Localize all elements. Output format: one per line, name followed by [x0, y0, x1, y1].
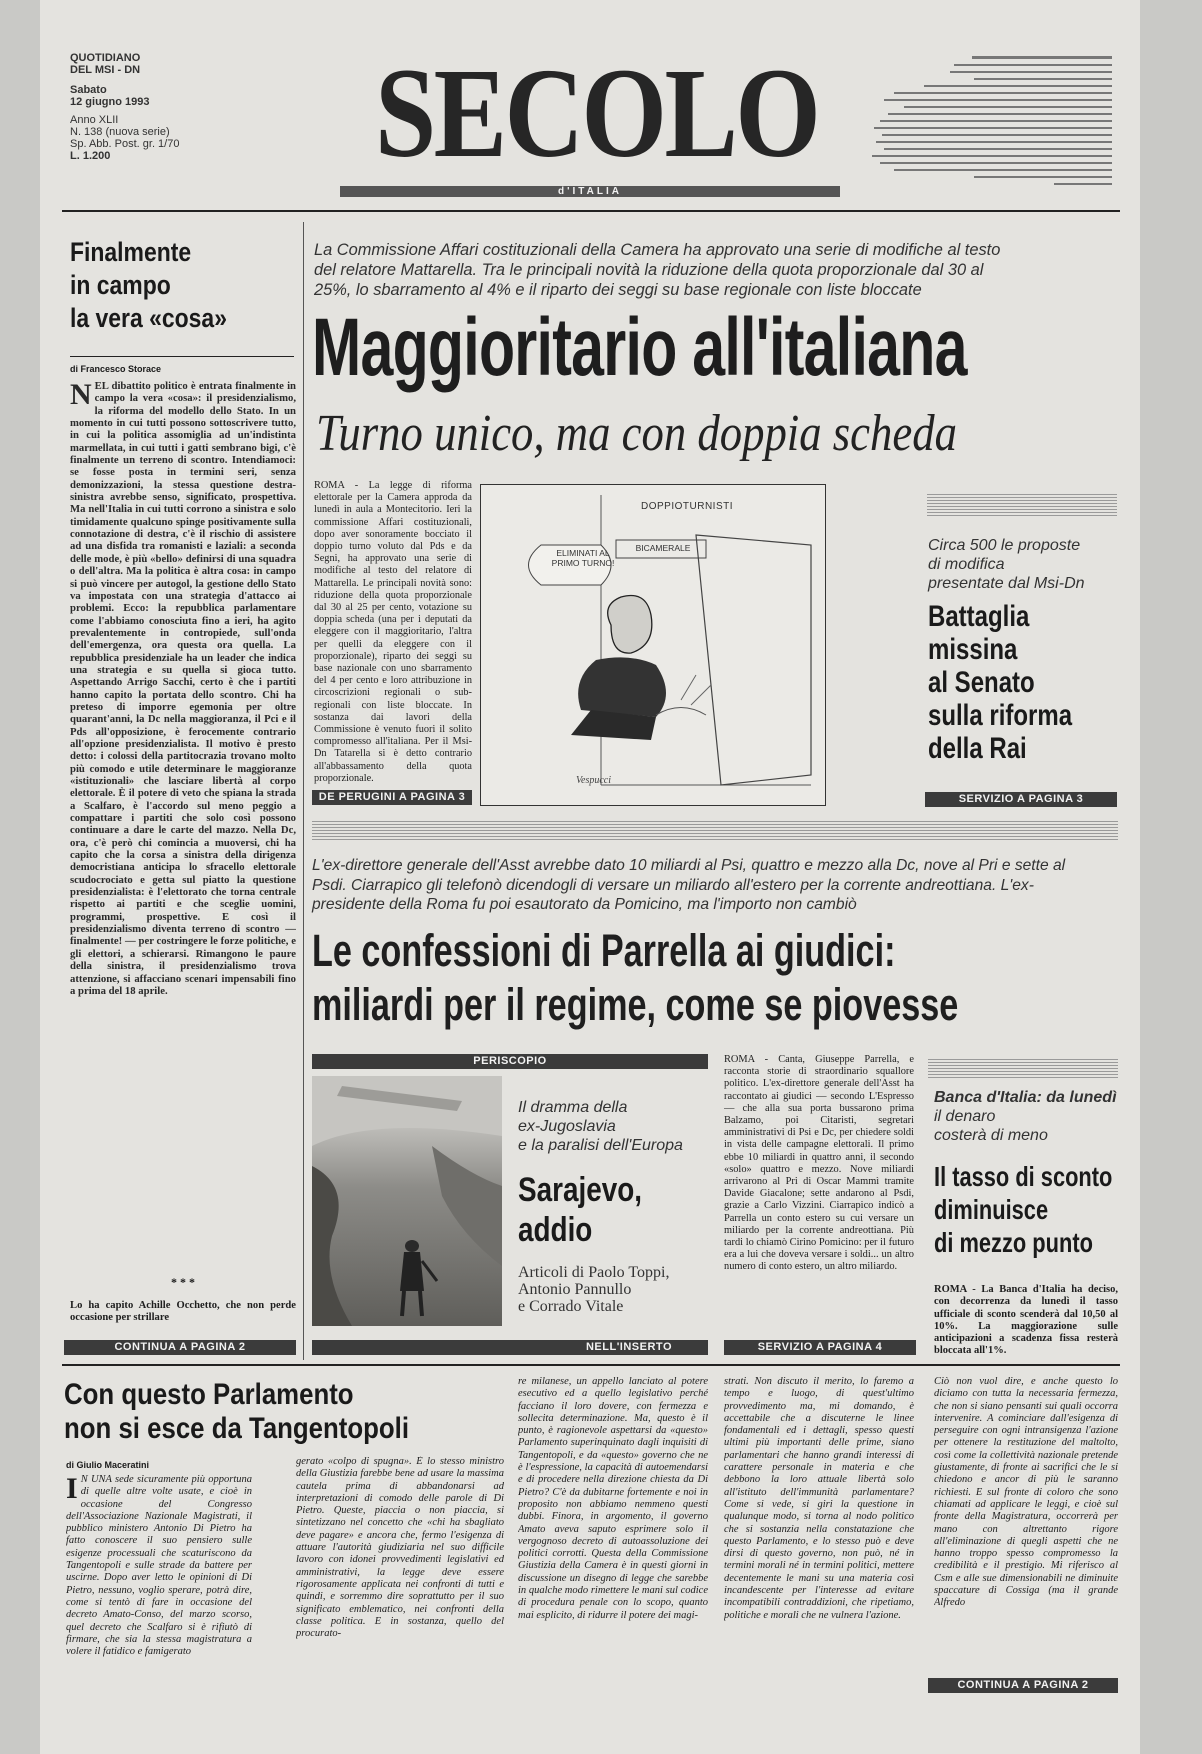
editorial-continue-link[interactable] — [64, 1340, 296, 1355]
banca-kicker — [934, 1088, 1118, 1145]
parrella-continue-label: SERVIZIO A PAGINA 4 — [757, 1341, 883, 1353]
lower-rule — [62, 1364, 1120, 1366]
masthead-date: 12 giugno 1993 — [70, 96, 150, 108]
cartoon — [480, 484, 826, 806]
banca-headline-line-2: diminuisce — [934, 1194, 1049, 1225]
masthead-subtitle-bar — [340, 186, 840, 197]
periscopio-kicker-line-3: e la paralisi dell'Europa — [518, 1137, 683, 1154]
tangentopoli-col-5: Ciò non vuol dire, e anche questo lo diciamo con tutta la necessaria fermezza, che non si siano pensanti sui quali occorra intervenire. A cominciare dall'esigenza di perseguire con ogni intransigenza l'azione per ottenere la restituzione del maltolto, così come la collettività nazionale pretende giustamente, di fronte ai sacrifici che le si chiedono e ancor di più le saranno richiesti. E sul fronte di coloro che sono chiamati ad applicare le leggi, e cioè sul fronte della Magistratura, occorrerà per mano con altrettanto rigore all'eliminazione di quegli aspetti che ne hanno troppo spesso compromesso la credibilità e il prestigio. Mi riferisco al Csm e alle sue dimensionabili ne diminuite spaccature di Cossiga (ma il grande Alfredo — [934, 1376, 1118, 1609]
masthead-left-line-1: QUOTIDIANO — [70, 52, 141, 64]
banca-kicker-line-3: costerà di meno — [934, 1127, 1048, 1144]
editorial-headline-line-3: la vera «cosa» — [70, 303, 227, 333]
tangentopoli-col-1-text: N UNA sede sicuramente più opportuna di quelle altre volte usate, e cioè in occasione del Congresso dell'Associazione Nazionale Magistrati, il pubblico ministero Antonio Di Pietro ha fatto conoscere il suo pensiero sulle esigenze processuali che scaturiscono da Tangentopoli e sulle strade da battere per uscirne. Dopo aver letto le opinioni di Di Pietro, nessuno, voglio sperare, potrà dire, come si tentò di fare in occasione del decreto Amato-Conso, del marzo scorso, quel decreto che Scalfaro si è rifiutò di firmare, che sia la stessa magistratura a volere il fatidico e famigerato — [66, 1474, 252, 1658]
editorial-headline-line-2: in campo — [70, 270, 171, 300]
parrella-headline — [312, 924, 1118, 1032]
masthead-year: Anno XLII — [70, 114, 119, 126]
tangentopoli-dropcap: I — [66, 1474, 78, 1505]
cartoon-drawing — [481, 485, 824, 804]
editorial-tail: Lo ha capito Achille Occhetto, che non perde occasione per strillare — [70, 1300, 296, 1324]
masthead-title: SECOLO — [375, 42, 819, 184]
masthead-rule — [62, 210, 1120, 212]
masthead-right-imprint — [854, 54, 1112, 209]
rai-headline-line-4: sulla riforma — [928, 699, 1073, 732]
editorial-dropcap: N — [70, 380, 92, 411]
periscopio-kicker — [518, 1098, 708, 1155]
rai-continue-link[interactable] — [925, 792, 1117, 807]
masthead-left-line-2: DEL MSI - DN — [70, 64, 141, 76]
periscopio-continue-link[interactable] — [312, 1340, 708, 1355]
cartoon-balloon-2: BICAMERALE — [635, 543, 691, 553]
rai-continue-label: SERVIZIO A PAGINA 3 — [958, 793, 1084, 805]
tangentopoli-col-4: strati. Non discuto il merito, lo faremo a tempo e luogo, di quest'ultimo provvedimento ma, mi domando, è accettabile che a discuterne le linee fondamentali ed i dettagli, spesso questi ultimi più importanti delle prime, siano parlamentari che hanno grandi interessi di carattere personale in materia e che debbono la loro attuale libertà solo all'istituto dell'immunità parlamentare? Come si vede, si giri la questione in qualunque modo, si torna al nodo politico che si sostanzia nella constatazione che questo Parlamento, e lo stesso può e deve dirsi di questo governo, non può, né in termini morali né in termini politici, mettere decentemente le mani su una materia così incandescente per l'interesse ad evitare incompatibili contraddizioni, che ripetiamo, politiche e morali che ne vulnera l'azione. — [724, 1376, 914, 1621]
cartoon-signature: Vespucci — [576, 775, 611, 786]
editorial-rule — [70, 356, 294, 357]
tangentopoli-col-3: re milanese, un appello lanciato al potere esecutivo ed a quello legislativo perché facciano il loro dovere, con fermezza e sollecita determinazione. Ma, questo è il punto, è ragionevole aspettarsi da «questo» Parlamento superinquinato dagli inquisiti di Tangentopoli, e da «questo» governo che ne è l'espressione, la capacità di autoemendarsi e di procedere nella direzione chiesta da Di Pietro? C'è da dubitarne fortemente e noi in proposito non abbiamo nemmeno questi dubbi. Finora, in argomento, il governo Amato aveva saputo esprimere solo il vergognoso decreto di autoassoluzione dei politici corrotti. Questa della Commissione Giustizia della Camera è in questi giorni in discussione un disegno di legge che sarebbe in qualche modo rimettere le mani sul codice di procedura penale con lo scopo, quanto mai esplicito, di ridurre il potere dei magi- — [518, 1376, 708, 1621]
rai-kicker-line-2: di modifica — [928, 556, 1005, 573]
tangentopoli-headline-line-1: Con questo Parlamento — [64, 1378, 354, 1411]
masthead-weekday: Sabato — [70, 84, 107, 96]
tangentopoli-headline-line-2: non si esce da Tangentopoli — [64, 1412, 410, 1445]
lead-subhead: Turno unico, ma con doppia scheda — [316, 405, 957, 462]
lead-headline-box — [312, 300, 1112, 400]
rai-headline-line-5: della Rai — [928, 732, 1027, 765]
periscopio-authors-line-1: Articoli di Paolo Toppi, — [518, 1264, 670, 1281]
periscopio-label-bar — [312, 1054, 708, 1069]
banca-pattern — [928, 1058, 1118, 1078]
masthead-left — [70, 52, 230, 162]
tangentopoli-col-2: gerato «colpo di spugna». È lo stesso ministro della Giustizia farebbe bene ad usare la massima cautela prima di abbandonarsi ad interpretazioni di comodo delle parole di Di Pietro. Queste, piaccia o non piaccia, si sintetizzano nel concetto che «chi ha sbagliato deve pagare» e ancora che, fermo l'esigenza di attuare l'autorità giudiziaria nel suo difficile lavoro con idonei provvedimenti legislativi ed amministrativi, la legge deve essere rigorosamente applicata nei confronti di tutti e quindi, e sorremmo dire soprattutto per il suo significato emblematico, nei confronti della classe politica. E in sostanza, quello del procurato- — [296, 1456, 504, 1640]
banca-headline — [934, 1160, 1118, 1259]
editorial-text: EL dibattito politico è entrata finalmente in campo la vera «cosa»: il presidenzialismo, la riforma del modello dello Stato. In un momento in cui tutti possono sottoscrivere tutto, in cui la politica assomiglia ad un'indistinta marmellata, in cui tutti i gatti sembrano bigi, c'è finalmente un terreno di scontro. Intendiamoci: se fosse posta in termini seri, senza demonizzazioni, la stessa questione destra-sinistra avrebbe senso, significato, prospettiva. Ma nell'Italia in cui tutti corrono a sinistra e solo timidamente qualcuno spinge positivamente sulla connotazione di destra, c'è il rischio di assistere ad una disfida tra romanisti e laziali: a seconda delle mode, è più «bello» definirsi di una squadra o dell'altra. Ma la politica è altra cosa: in campo si può vincere per autogol, la gestione dello Stato va impostata con una strategia d'attacco ai problemi. Ecco: la repubblica parlamentare come l'abbiamo conosciuta fino a ieri, ha agito prevalentemente in contropiede, sull'onda dell'emergenza, ora questa ora quella. La repubblica presidenziale ha un leader che indica una strategia e su quella si gioca tutto. Aspettando Arrigo Sacchi, certo è che i partiti hanno capito la portata dello scontro. Chi ha preteso di imporre egemonia per oltre quarant'anni, la Dc nella maggioranza, il Pci e il Pds all'opposizione, è ferocemente contrario all'opzione presidenzialista. Il motivo è presto detto: i colossi della partitocrazia trovano molto più comodo e utile determinare le maggioranze «istituzionali» che lasciare libertà al corpo elettorale. È il potere di veto che spiana la strada a Scalfaro, è l'accordo sul meno peggio a compattare i partiti che solo così possono continuare a dare le carte del mazzo. Nella Dc, ora, c'è però chi comincia a muoversi, chi ha capito che la corsa a sinistra della dirigenza democristiana anticipa lo sfracello elettorale scudocrociato e getta sul piatto la questione presidenzialista: è l'elettorato che torna centrale rispetto ai partiti e che sceglie uomini, programmi, prospettive. E così il presidenzialismo diventa terreno di scontro — finalmente! — per costringere le forze politiche, e gli elettori, a schierarsi. Rimangono le paure della sinistra, il presidenzialismo trova attenzione, si affacciano scenari impensabili fino a prima del 18 aprile. — [70, 380, 296, 997]
imprint-fine-print — [854, 54, 1112, 204]
periscopio-continue-label: NELL'INSERTO — [585, 1341, 672, 1353]
tangentopoli-headline — [64, 1378, 514, 1446]
masthead-issue: N. 138 (nuova serie) — [70, 126, 170, 138]
masthead-subtitle: d'ITALIA — [558, 186, 622, 197]
newspaper-page — [40, 0, 1140, 1754]
parrella-continue-link[interactable] — [724, 1340, 916, 1355]
periscopio-headline — [518, 1170, 708, 1250]
lead-body: ROMA - La legge di riforma elettorale per la Camera approda da lunedì in aula a Montecitorio. Ieri la commissione Affari costituzionali, dopo aver sonoramente bocciato il doppio turno voluto dal Pds e da Segni, ha approvato una serie di modifiche al testo del relatore di Mattarella. Le principali novità sono: riduzione della quota proporzionale dal 30 al 25 per cento, votazione su doppia scheda (una per i deputati da eleggere con il maggioritario, l'altra per quelli da eleggere con il proporzionale), riparto dei seggi su base nazionale con uno sbarramento del 4 per cento e loro attribuzione in circoscrizioni regionali o sub-regionali con liste bloccate. In sostanza dai lavori della Commissione è venuto fuori il solito compromesso all'italiana. Per il Msi-Dn Tatarella si è detto contrario all'abbassamento della quota proporzionale. — [314, 480, 472, 784]
periscopio-authors — [518, 1264, 708, 1315]
banca-kicker-line-2: il denaro — [934, 1108, 996, 1125]
periscopio-authors-line-2: Antonio Pannullo — [518, 1281, 632, 1298]
editorial-headline-line-1: Finalmente — [70, 237, 192, 267]
section-separator — [312, 820, 1118, 840]
rai-pattern — [927, 492, 1117, 516]
cartoon-balloon-1: ELIMINATI AL PRIMO TURNO! — [551, 548, 615, 568]
parrella-body: ROMA - Canta, Giuseppe Parrella, e racconta storie di straordinario squallore politico. L'ex-direttore generale dell'Asst ha raccontato ai giudici — secondo L'Espresso — che alla sua porta bussarono prima Balzamo, poi Citaristi, segretari amministrativi di Psi e Dc, per chiedere soldi in vista delle campagne elettorali. Il primo ebbe 10 miliardi in quattro anni, il secondo «solo» quattro e mezzo. Nove miliardi arrivarono al Pri di Oscar Mammì tramite Davide Giacalone; sette andarono al Psdi, grazie a Carlo Vizzini. Ciarrapico indicò a Parrella un conto estero su cui versare un miliardo per la corrente andreottiana. Più tardi lo chiamò Cirino Pomicino: per il futuro era a lui che doveva versare i soldi... un altro numero di conto estero, un altro miliardo. — [724, 1054, 914, 1273]
parrella-kicker: L'ex-direttore generale dell'Asst avrebbe dato 10 miliardi al Psi, quattro e mezzo alla Dc, nove al Pri e sette al Psdi. Ciarrapico gli telefonò dicendogli di versare un miliardo all'estero per la corrente andreottiana. L'ex-presidente della Roma fu poi esautorato da Pomicino, ma l'importo non cambiò — [312, 857, 1066, 913]
tangentopoli-continue-label: CONTINUA A PAGINA 2 — [957, 1679, 1089, 1691]
periscopio-kicker-line-1: Il dramma della — [518, 1099, 628, 1116]
banca-headline-line-3: di mezzo punto — [934, 1227, 1093, 1258]
rai-headline-line-3: al Senato — [928, 666, 1035, 699]
rai-headline — [928, 600, 1118, 765]
parrella-headline-line-1: Le confessioni di Parrella ai giudici: — [312, 925, 896, 976]
editorial-body — [70, 380, 296, 1295]
masthead-postage: Sp. Abb. Post. gr. 1/70 — [70, 138, 180, 150]
periscopio-headline-line-2: addio — [518, 1211, 593, 1249]
lead-continue-link[interactable] — [312, 790, 472, 805]
cartoon-sign: DOPPIOTURNISTI — [641, 501, 734, 512]
rai-headline-line-1: Battaglia — [928, 600, 1030, 633]
banca-kicker-line-1: Banca d'Italia: da lunedì — [934, 1089, 1117, 1106]
rai-kicker — [928, 536, 1118, 593]
sarajevo-photo — [312, 1076, 502, 1326]
column-divider-left — [303, 222, 304, 1360]
masthead-price: L. 1.200 — [70, 150, 111, 162]
periscopio-authors-line-3: e Corrado Vitale — [518, 1298, 624, 1315]
periscopio-kicker-line-2: ex-Jugoslavia — [518, 1118, 616, 1135]
editorial-byline: di Francesco Storace — [70, 364, 162, 374]
periscopio-photo — [312, 1076, 502, 1326]
periscopio-headline-line-1: Sarajevo, — [518, 1171, 642, 1209]
lead-headline: Maggioritario all'italiana — [312, 302, 967, 393]
editorial-continue-label: CONTINUA A PAGINA 2 — [114, 1341, 246, 1353]
editorial-stars: * * * — [171, 1275, 195, 1289]
tangentopoli-continue-link[interactable] — [928, 1678, 1118, 1693]
parrella-headline-line-2: miliardi per il regime, come se piovesse — [312, 979, 959, 1030]
periscopio-label: PERISCOPIO — [473, 1055, 547, 1067]
banca-body: ROMA - La Banca d'Italia ha deciso, con decorrenza da lunedì il tasso ufficiale di sconto scenderà dal 10,50 al 10%. La maggiorazione sulle anticipazioni a scadenza fissa resterà bloccata all'1%. — [934, 1284, 1118, 1357]
rai-headline-line-2: missina — [928, 633, 1018, 666]
lead-kicker: La Commissione Affari costituzionali della Camera ha approvato una serie di modifiche al testo del relatore Mattarella. Tra le principali novità la riduzione della quota proporzionale dal 30 al 25%, lo sbarramento al 4% e il riparto dei seggi su base regionale con liste bloccate — [314, 241, 1001, 299]
banca-headline-line-1: Il tasso di sconto — [934, 1161, 1113, 1192]
lead-continue-label: DE PERUGINI A PAGINA 3 — [318, 791, 466, 803]
rai-kicker-line-1: Circa 500 le proposte — [928, 537, 1081, 554]
editorial-headline — [70, 236, 280, 335]
tangentopoli-byline: di Giulio Maceratini — [66, 1460, 150, 1470]
rai-kicker-line-3: presentate dal Msi-Dn — [928, 575, 1085, 592]
tangentopoli-col-1 — [66, 1474, 252, 1689]
